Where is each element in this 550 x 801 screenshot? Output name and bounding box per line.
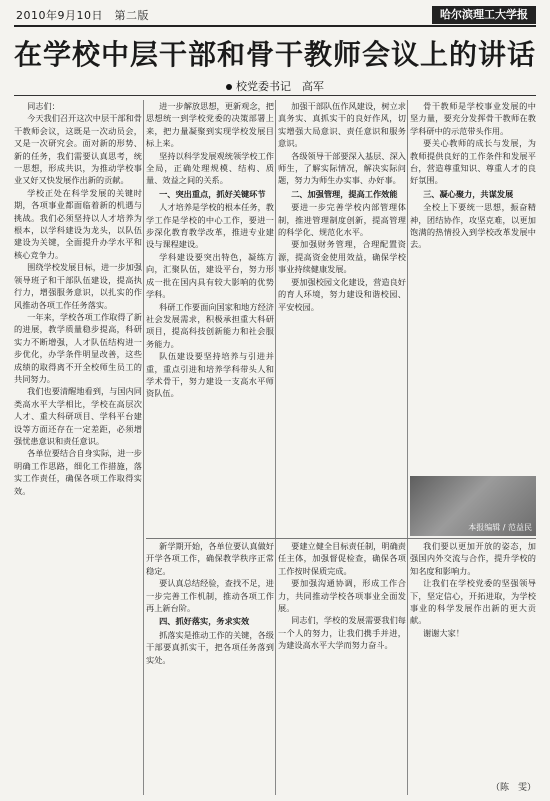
- section-heading: 二、加强管理，提高工作效能: [291, 188, 398, 199]
- paragraph: 人才培养是学校的根本任务，教学工作是学校的中心工作，要进一步深化教育教学改革，推进专业建设与课程建设。: [146, 202, 274, 250]
- byline-text: 校党委书记 高军: [236, 80, 324, 93]
- paragraph: 同志们，学校的发展需要我们每一个人的努力，让我们携手并进，为建设高水平大学而努力奋斗。: [278, 615, 406, 651]
- article-column-b: [146, 100, 274, 536]
- paragraph: 新学期开始，各单位要认真做好开学各项工作，确保教学秩序正常稳定。: [146, 541, 274, 576]
- section-heading: 三、凝心聚力，共谋发展: [423, 188, 514, 199]
- paragraph: 骨干教师是学校事业发展的中坚力量，要充分发挥骨干教师在教学科研中的示范带头作用。: [410, 101, 536, 136]
- paragraph: 要关心教师的成长与发展，为教师提供良好的工作条件和发展平台，营造尊重知识、尊重人才的良好氛围。: [410, 138, 536, 186]
- paragraph: 学校正处在科学发展的关键时期，各项事业都面临着新的机遇与挑战。我们必须坚持以人才培养为根本，以学科建设为龙头，以队伍建设为关键，全面提升办学水平和核心竞争力。: [14, 187, 142, 260]
- paragraph: 进一步解放思想，更新观念，把思想统一到学校党委的决策部署上来，把力量凝聚到实现学校发展目标上来。: [146, 101, 274, 149]
- column-divider: [407, 100, 408, 795]
- article-column-e: [146, 540, 274, 795]
- paragraph: 一年来，学校各项工作取得了新的进展，教学质量稳步提高，科研实力不断增强，人才队伍结构进一步优化，办学条件明显改善，这些成绩的取得离不开全校师生员工的共同努力。: [14, 311, 142, 384]
- page-header: [14, 6, 536, 24]
- paragraph: 让我们在学校党委的坚强领导下，坚定信心，开拓进取，为学校事业的科学发展作出新的更大贡献。: [410, 578, 536, 626]
- column-divider: [143, 100, 144, 795]
- paragraph: 要加强校园文化建设，营造良好的育人环境，努力建设和谐校园、平安校园。: [278, 276, 406, 312]
- paragraph: 队伍建设要坚持培养与引进并重，重点引进和培养学科带头人和学术骨干，努力建设一支高水平师资队伍。: [146, 351, 274, 399]
- paragraph: 学科建设要突出特色，凝练方向，汇聚队伍，建设平台，努力形成一批在国内具有较大影响的优势学科。: [146, 251, 274, 300]
- paragraph: 要建立健全目标责任制，明确责任主体，加强督促检查，确保各项工作按时保质完成。: [278, 541, 406, 576]
- article-column-d: [410, 100, 536, 472]
- paragraph: 我们要以更加开放的姿态，加强国内外交流与合作，提升学校的知名度和影响力。: [410, 541, 536, 576]
- article-column-g: [410, 540, 536, 795]
- paragraph: 全校上下要统一思想，振奋精神，团结协作，攻坚克难，以更加饱满的热情投入到学校改革发展中去。: [410, 202, 536, 250]
- section-heading: 四、抓好落实，务求实效: [159, 616, 250, 627]
- article-column-c: [278, 100, 406, 536]
- paragraph: 各级领导干部要深入基层、深入师生，了解实际情况，解决实际问题，努力为师生办实事、办好事。: [278, 150, 406, 186]
- issue-date: 2010年9月10日 第二版: [16, 9, 149, 22]
- paragraph: 同志们：: [27, 101, 60, 111]
- header-rule: [14, 25, 536, 27]
- article-author: （陈 雯）: [490, 783, 536, 793]
- photo-caption: 本报编辑 / 范益民: [468, 523, 532, 532]
- paragraph: 围绕学校发展目标，进一步加强领导班子和干部队伍建设，提高执行力，增强服务意识，以扎实的作风推动各项工作任务落实。: [14, 262, 142, 310]
- paragraph: 要认真总结经验，查找不足，进一步完善工作机制，推动各项工作再上新台阶。: [146, 578, 274, 614]
- paragraph: 要加强沟通协调，形成工作合力，共同推动学校各项事业全面发展。: [278, 578, 406, 614]
- article-column-f: [278, 540, 406, 795]
- paragraph: 加强干部队伍作风建设，树立求真务实、真抓实干的良好作风，切实增强大局意识、责任意识和服务意识。: [278, 101, 406, 149]
- column-divider: [275, 100, 276, 795]
- section-divider: [146, 538, 536, 539]
- paragraph: 我们也要清醒地看到，与国内同类高水平大学相比，学校在高层次人才、重大科研项目、学科平台建设等方面还存在一定差距，必须增强忧患意识和责任意识。: [14, 386, 142, 446]
- paragraph: 坚持以科学发展观统领学校工作全局，正确处理规模、结构、质量、效益之间的关系。: [146, 150, 274, 186]
- title-rule: [14, 95, 536, 96]
- paragraph: 要进一步完善学校内部管理体制，推进管理制度创新，提高管理的科学化、规范化水平。: [278, 202, 406, 238]
- article-title: 在学校中层干部和骨干教师会议上的讲话: [14, 38, 537, 71]
- article-photo: [410, 476, 536, 536]
- article-byline: [14, 78, 536, 94]
- bullet-icon: [226, 84, 232, 90]
- masthead: 哈尔滨理工大学报: [432, 6, 536, 24]
- paragraph: 今天我们召开这次中层干部和骨干教师会议，这既是一次动员会，又是一次研究会。面对新的形势、新的任务，我们需要认真思考，统一思想，形成共识，为推动学校事业又好又快发展作出新的贡献。: [14, 113, 142, 186]
- paragraph: 抓落实是推动工作的关键，各级干部要真抓实干，把各项任务落到实处。: [146, 629, 274, 665]
- paragraph: 各单位要结合自身实际，进一步明确工作思路，细化工作措施，落实工作责任，确保各项工作取得实效。: [14, 448, 142, 496]
- article-column-a: [14, 100, 142, 795]
- paragraph: 谢谢大家！: [423, 627, 465, 638]
- section-heading: 一、突出重点，抓好关键环节: [159, 188, 266, 199]
- paragraph: 要加强财务管理，合理配置资源，提高资金使用效益，确保学校事业持续健康发展。: [278, 239, 406, 275]
- paragraph: 科研工作要面向国家和地方经济社会发展需求，积极承担重大科研项目，提高科技创新能力和社会服务能力。: [146, 301, 274, 349]
